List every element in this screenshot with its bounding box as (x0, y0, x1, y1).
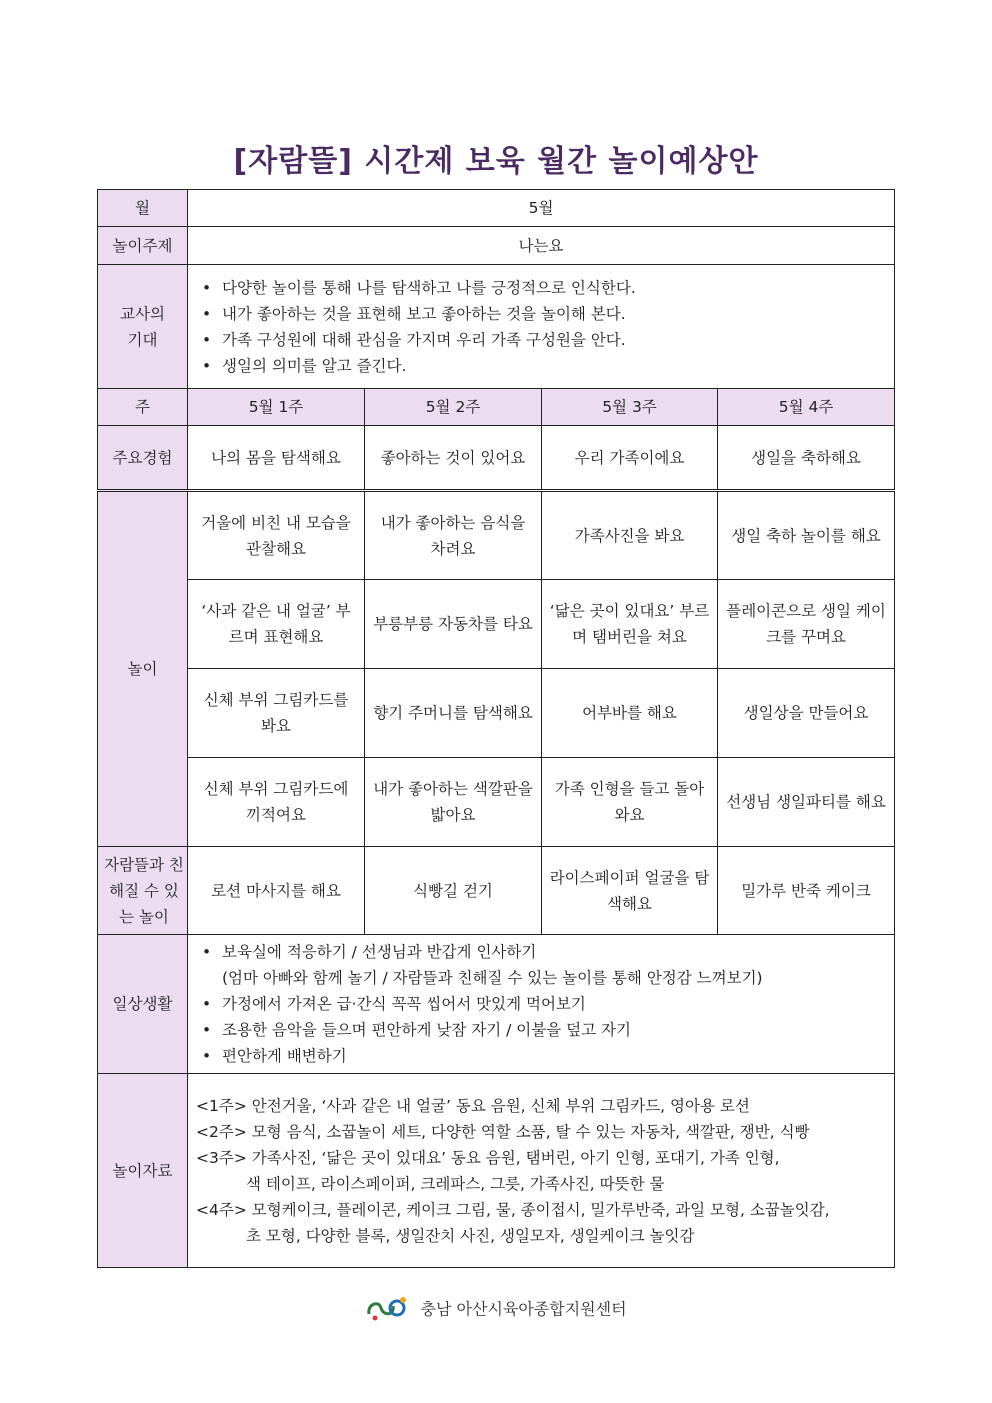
bonding-cell: 식빵길 걷기 (365, 847, 542, 935)
daily-cell (188, 935, 895, 1074)
center-logo-icon (365, 1294, 409, 1326)
experience-label: 주요경험 (98, 426, 188, 491)
daily-row (98, 935, 895, 1074)
month-value: 5월 (188, 190, 895, 227)
materials-week3: <3주> 가족사진, ‘닮은 곳이 있대요’ 동요 음원, 탬버린, 아기 인형, 포대기, 가족 인형, (196, 1148, 780, 1167)
footer (0, 1294, 992, 1326)
bonding-cell: 로션 마사지를 해요 (188, 847, 365, 935)
play-cell: 향기 주머니를 탐색해요 (365, 669, 542, 758)
experience-cell: 나의 몸을 탐색해요 (188, 426, 365, 491)
materials-cell (188, 1074, 895, 1268)
play-cell: 생일상을 만들어요 (718, 669, 895, 758)
week-header: 5월 4주 (718, 389, 895, 426)
theme-row (98, 227, 895, 265)
expectation-item: • 가족 구성원에 대해 관심을 가지며 우리 가족 구성원을 안다. (222, 327, 888, 353)
footer-text: 충남 아산시육아종합지원센터 (420, 1299, 627, 1319)
weeks-label: 주 (98, 389, 188, 426)
daily-item: • 보육실에 적응하기 / 선생님과 반갑게 인사하기 (엄마 아빠와 함께 놀기 / 자람뜰과 친해질 수 있는 놀이를 통해 안정감 느껴보기) (222, 939, 888, 991)
play-cell: 가족 인형을 들고 돌아와요 (542, 758, 718, 847)
play-cell: ‘닮은 곳이 있대요’ 부르며 탬버린을 쳐요 (542, 580, 718, 669)
week-header: 5월 3주 (542, 389, 718, 426)
play-cell: 어부바를 해요 (542, 669, 718, 758)
experience-row (98, 426, 895, 491)
bonding-cell: 밀가루 반죽 케이크 (718, 847, 895, 935)
week-header: 5월 1주 (188, 389, 365, 426)
materials-week2: <2주> 모형 음식, 소꿉놀이 세트, 다양한 역할 소품, 탈 수 있는 자동차, 색깔판, 쟁반, 식빵 (196, 1122, 810, 1141)
page-title: [자람뜰] 시간제 보육 월간 놀이예상안 (233, 144, 759, 179)
experience-cell: 우리 가족이에요 (542, 426, 718, 491)
materials-row (98, 1074, 895, 1268)
expectation-item: • 생일의 의미를 알고 즐긴다. (222, 353, 888, 379)
daily-label: 일상생활 (98, 935, 188, 1074)
materials-label: 놀이자료 (98, 1074, 188, 1268)
materials-week1: <1주> 안전거울, ‘사과 같은 내 얼굴’ 동요 음원, 신체 부위 그림카드, 영아용 로션 (196, 1096, 750, 1115)
play-cell: 신체 부위 그림카드를 봐요 (188, 669, 365, 758)
play-cell: 선생님 생일파티를 해요 (718, 758, 895, 847)
materials-week4: <4주> 모형케이크, 플레이콘, 케이크 그림, 물, 종이접시, 밀가루반죽, 과일 모형, 소꿉놀잇감, (196, 1200, 830, 1219)
expectation-cell (188, 265, 895, 389)
plan-table (97, 189, 895, 1268)
play-cell: 가족사진을 봐요 (542, 491, 718, 580)
play-cell: 생일 축하 놀이를 해요 (718, 491, 895, 580)
materials-week4-cont: 초 모형, 다양한 블록, 생일잔치 사진, 생일모자, 생일케이크 놀잇감 (246, 1226, 695, 1245)
play-label: 놀이 (98, 491, 188, 847)
expectation-item: • 내가 좋아하는 것을 표현해 보고 좋아하는 것을 놀이해 본다. (222, 301, 888, 327)
play-cell: 내가 좋아하는 색깔판을 밟아요 (365, 758, 542, 847)
play-cell: 신체 부위 그림카드에 끼적여요 (188, 758, 365, 847)
bonding-row (98, 847, 895, 935)
daily-item: • 편안하게 배변하기 (222, 1043, 888, 1069)
theme-label: 놀이주제 (98, 227, 188, 265)
play-cell: ‘사과 같은 내 얼굴’ 부르며 표현해요 (188, 580, 365, 669)
play-row (98, 669, 895, 758)
month-row (98, 190, 895, 227)
daily-item: • 조용한 음악을 들으며 편안하게 낮잠 자기 / 이불을 덮고 자기 (222, 1017, 888, 1043)
experience-cell: 좋아하는 것이 있어요 (365, 426, 542, 491)
experience-cell: 생일을 축하해요 (718, 426, 895, 491)
daily-item: • 가정에서 가져온 급·간식 꼭꼭 씹어서 맛있게 먹어보기 (222, 991, 888, 1017)
play-cell: 거울에 비친 내 모습을 관찰해요 (188, 491, 365, 580)
play-row (98, 580, 895, 669)
play-cell: 내가 좋아하는 음식을 차려요 (365, 491, 542, 580)
bonding-label: 자람뜰과 친해질 수 있는 놀이 (98, 847, 188, 935)
daily-subitem: (엄마 아빠와 함께 놀기 / 자람뜰과 친해질 수 있는 놀이를 통해 안정감 느껴보기) (222, 969, 763, 987)
play-cell: 부릉부릉 자동차를 타요 (365, 580, 542, 669)
play-cell: 플레이콘으로 생일 케이크를 꾸며요 (718, 580, 895, 669)
bonding-cell: 라이스페이퍼 얼굴을 탐색해요 (542, 847, 718, 935)
theme-value: 나는요 (188, 227, 895, 265)
week-header: 5월 2주 (365, 389, 542, 426)
play-row (98, 758, 895, 847)
play-row (98, 491, 895, 580)
expectation-row (98, 265, 895, 389)
month-label: 월 (98, 190, 188, 227)
expectation-label: 교사의 기대 (98, 265, 188, 389)
weeks-row (98, 389, 895, 426)
materials-week3-cont: 색 테이프, 라이스페이퍼, 크레파스, 그릇, 가족사진, 따뜻한 물 (246, 1174, 665, 1193)
expectation-item: • 다양한 놀이를 통해 나를 탐색하고 나를 긍정적으로 인식한다. (222, 275, 888, 301)
